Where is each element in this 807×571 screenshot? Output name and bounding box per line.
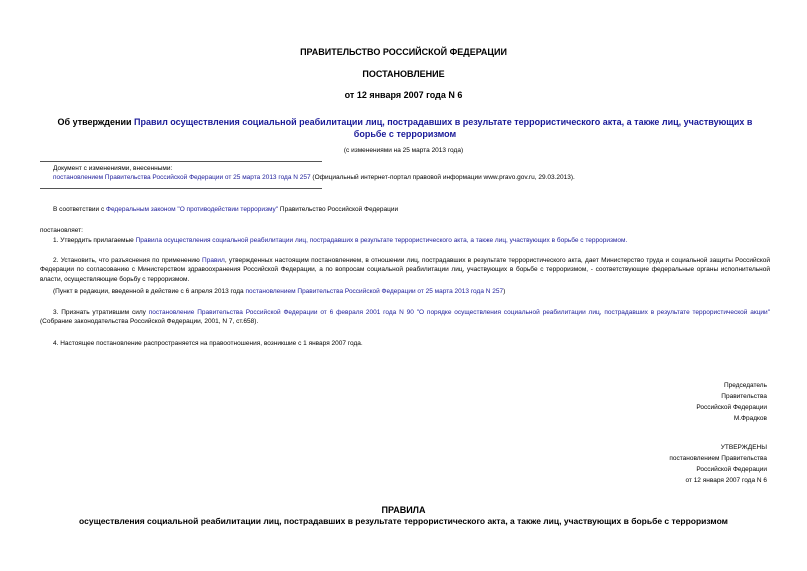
approval-line-2: постановлением Правительства bbox=[669, 455, 767, 462]
approval-block bbox=[669, 442, 767, 486]
rules-subtitle: осуществления социальной реабилитации лиц, пострадавших в результате террористического акта, а также лиц, участвующих в борьбе с терроризмом bbox=[79, 516, 728, 526]
signature-name: М.Фрадков bbox=[733, 415, 767, 422]
approval-line-1: УТВЕРЖДЕНЫ bbox=[720, 444, 767, 451]
revision-note: (с изменениями на 25 марта 2013 года) bbox=[343, 147, 464, 154]
amendment-source: (Официальный интернет-портал правовой информации www.pravo.gov.ru, 29.03.2013). bbox=[310, 174, 575, 182]
signature-line-2: Правительства bbox=[721, 393, 767, 400]
government-name: ПРАВИТЕЛЬСТВО РОССИЙСКОЙ ФЕДЕРАЦИИ bbox=[300, 47, 507, 57]
signature-line-1: Председатель bbox=[723, 382, 767, 389]
item-1 bbox=[40, 236, 770, 245]
item-2-note bbox=[40, 287, 770, 296]
document-type: ПОСТАНОВЛЕНИЕ bbox=[362, 69, 445, 79]
federal-law-link[interactable]: Федеральным законом "О противодействии терроризму" bbox=[106, 206, 279, 213]
document-date-number: от 12 января 2007 года N 6 bbox=[344, 90, 463, 100]
preamble bbox=[40, 205, 770, 214]
item-2-text: , утвержденных настоящим постановлением, в отношении лиц, пострадавших в результате террористического акта, дает Министерство труда и социальной защиты Российской Федерации по согласованию с Министерством здравоохранения Российской Федерации, а по вопросам социальной реабилитации лиц, участвующих в борьбе с терроризмом, - соответствующие федеральные органы исполнительной власти, осуществляющие борьбу с терроризмом. bbox=[40, 257, 770, 283]
item-4: 4. Настоящее постановление распространяется на правоотношения, возникшие с 1 января 2007 года. bbox=[53, 340, 363, 347]
decree-word: постановляет: bbox=[40, 227, 83, 234]
rules-heading: ПРАВИЛА bbox=[381, 505, 426, 515]
signature-block bbox=[696, 380, 767, 424]
amendments-bottom-divider bbox=[40, 188, 322, 189]
title-prefix: Об утверждении bbox=[57, 117, 135, 127]
item-3-text: (Собрание законодательства Российской Федерации, 2001, N 7, ст.658). bbox=[40, 318, 259, 326]
approval-line-4: от 12 января 2007 года N 6 bbox=[685, 477, 767, 484]
amendments-block bbox=[53, 164, 770, 183]
amendments-top-divider bbox=[40, 161, 322, 162]
item-2-note-suffix: ) bbox=[503, 288, 506, 295]
item-1-rules-link[interactable]: Правила осуществления социальной реабилитации лиц, пострадавших в результате террористического акта, а также лиц, участвующих в борьбе с терроризмом. bbox=[135, 237, 628, 244]
item-3 bbox=[40, 308, 770, 327]
item-2-rules-link[interactable]: Правил bbox=[202, 257, 225, 264]
item-1-prefix: 1. Утвердить прилагаемые bbox=[53, 237, 136, 244]
item-3-repealed-link[interactable]: постановление Правительства Российской Федерации от 6 февраля 2001 года N 90 "О порядке осуществления социальной реабилитации лиц, пострадавших в результате террористической акции" bbox=[148, 309, 770, 316]
item-2-prefix: 2. Установить, что разъяснения по применению bbox=[53, 257, 203, 264]
item-2-note-link[interactable]: постановлением Правительства Российской Федерации от 25 марта 2013 года N 257 bbox=[245, 288, 504, 295]
signature-line-3: Российской Федерации bbox=[696, 404, 767, 411]
document-title bbox=[40, 116, 770, 140]
item-2 bbox=[40, 256, 770, 284]
preamble-suffix: Правительство Российской Федерации bbox=[278, 206, 399, 213]
amendments-intro: Документ с изменениями, внесенными: bbox=[53, 165, 173, 172]
preamble-prefix: В соответствии с bbox=[53, 206, 107, 213]
item-2-note-prefix: (Пункт в редакции, введенной в действие с 6 апреля 2013 года bbox=[53, 288, 246, 295]
item-3-prefix: 3. Признать утратившим силу bbox=[53, 309, 149, 316]
title-rules-link[interactable]: Правил осуществления социальной реабилитации лиц, пострадавших в результате террористического акта, а также лиц, участвующих в борьбе с терроризмом bbox=[134, 117, 753, 139]
amendment-link[interactable]: постановлением Правительства Российской Федерации от 25 марта 2013 года N 257 bbox=[53, 174, 311, 182]
amendments-line bbox=[53, 173, 770, 182]
approval-line-3: Российской Федерации bbox=[696, 466, 767, 473]
